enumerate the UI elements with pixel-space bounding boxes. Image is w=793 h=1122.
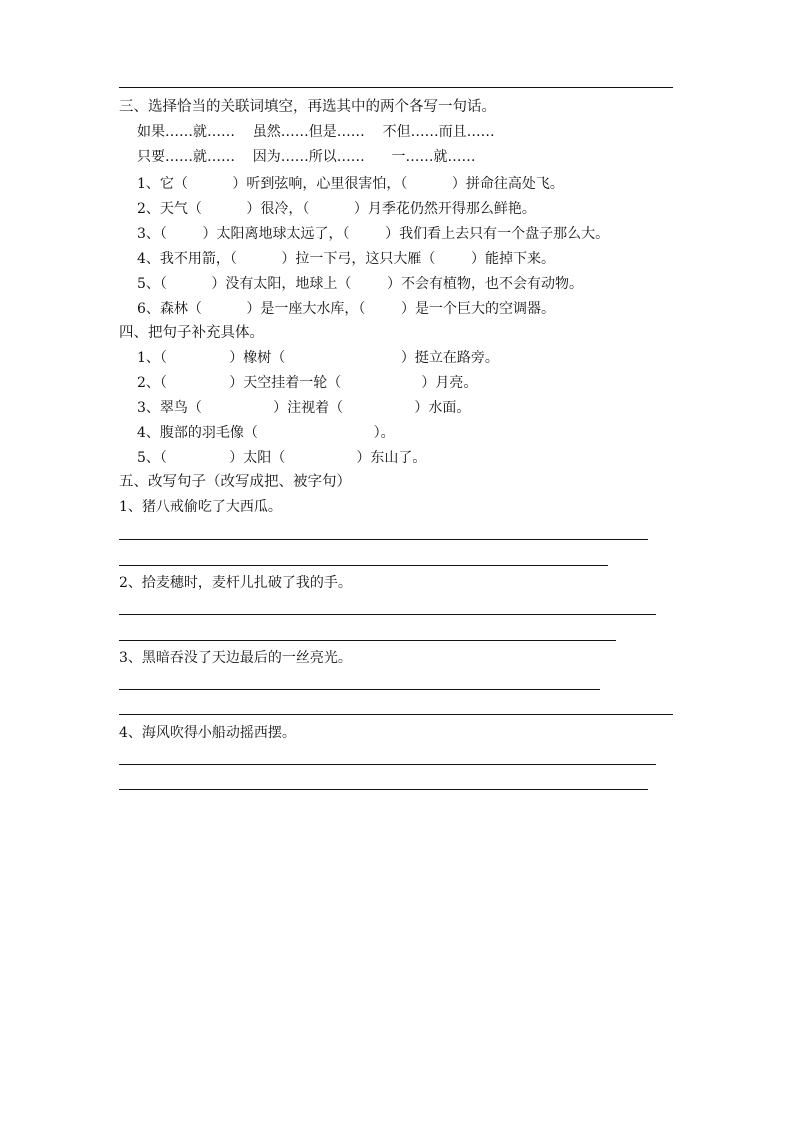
section-5-item-1: 1、猪八戒偷吃了大西瓜。 (119, 499, 282, 515)
answer-line (119, 714, 673, 715)
section-3-heading: 三、选择恰当的关联词填空，再选其中的两个各写一句话。 (119, 99, 496, 115)
section-4-item-5: 5、（ ）太阳（ ）东山了。 (137, 450, 427, 466)
answer-line (119, 565, 608, 566)
answer-line (119, 789, 648, 790)
answer-line (119, 539, 648, 540)
section-5-item-2: 2、拾麦穗时，麦杆儿扎破了我的手。 (119, 575, 352, 591)
answer-line (119, 614, 656, 615)
section-5-item-3: 3、黑暗吞没了天边最后的一丝亮光。 (119, 650, 352, 666)
answer-line (119, 764, 656, 765)
section-4-item-3: 3、翠鸟（ ）注视着（ ）水面。 (137, 400, 471, 416)
section-3-item-1: 1、它（ ）听到弦响，心里很害怕，（ ）拼命往高处飞。 (137, 176, 564, 192)
section-3-item-6: 6、森林（ ）是一座大水库，（ ）是一个巨大的空调器。 (137, 301, 556, 317)
section-3-item-2: 2、天气（ ）很冷，（ ）月季花仍然开得那么鲜艳。 (137, 201, 536, 217)
section-3-item-3: 3、（ ）太阳离地球太远了，（ ）我们看上去只有一个盘子那么大。 (137, 226, 610, 242)
section-5-item-4: 4、海风吹得小船动摇西摆。 (119, 725, 296, 741)
answer-line (119, 640, 616, 641)
section-4-item-2: 2、（ ）天空挂着一轮（ ）月亮。 (137, 375, 478, 391)
conjunction-row-1: 如果……就…… 虽然……但是…… 不但……而且…… (137, 124, 495, 140)
conjunction-row-2: 只要……就…… 因为……所以…… 一……就…… (137, 149, 476, 165)
section-3-item-4: 4、我不用箭，（ ）拉一下弓，这只大雁（ ）能掉下来。 (137, 251, 556, 267)
answer-line (119, 689, 600, 690)
section-4-item-4: 4、腹部的羽毛像（ ）。 (137, 425, 395, 441)
section-5-heading: 五、改写句子（改写成把、被字句） (119, 474, 351, 490)
section-3-item-5: 5、（ ）没有太阳，地球上（ ）不会有植物，也不会有动物。 (137, 276, 584, 292)
section-4-item-1: 1、（ ）橡树（ ）挺立在路旁。 (137, 350, 499, 366)
top-rule (119, 87, 673, 88)
section-4-heading: 四、把句子补充具体。 (119, 325, 264, 341)
